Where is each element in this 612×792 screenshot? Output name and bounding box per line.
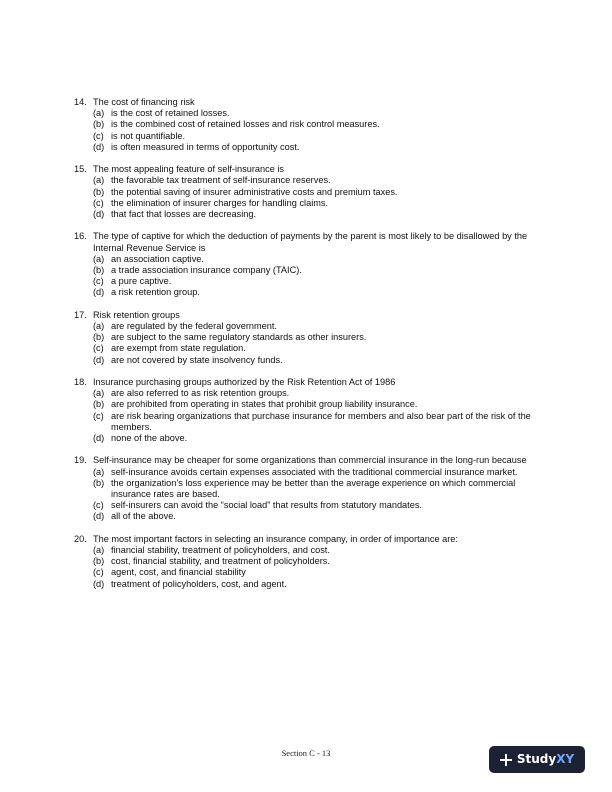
answer-option	[93, 556, 544, 567]
question-item	[74, 534, 544, 590]
answer-option	[93, 175, 544, 186]
option-letter: (a)	[93, 466, 105, 477]
plus-icon	[500, 754, 512, 766]
option-text: are also referred to as risk retention groups.	[111, 388, 290, 399]
answer-option	[93, 343, 544, 354]
option-letter: (c)	[93, 130, 104, 141]
option-letter: (b)	[93, 556, 105, 567]
brand-main: Study	[516, 751, 557, 766]
question-stem	[74, 310, 544, 321]
answer-option	[93, 287, 544, 298]
option-letter: (d)	[93, 578, 105, 589]
answer-option	[93, 142, 544, 153]
answer-option	[93, 187, 544, 198]
option-text: is the combined cost of retained losses and risk control measures.	[111, 119, 380, 130]
question-item	[74, 455, 544, 522]
question-stem	[74, 377, 544, 388]
option-letter: (c)	[93, 276, 104, 287]
question-number: 17.	[74, 309, 87, 320]
question-stem	[74, 97, 544, 108]
option-text: none of the above.	[111, 433, 188, 444]
option-letter: (a)	[93, 253, 105, 264]
option-text: are prohibited from operating in states that prohibit group liability insurance.	[111, 399, 418, 410]
option-letter: (a)	[93, 388, 105, 399]
option-text: is not quantifiable.	[111, 130, 186, 141]
answer-option	[93, 108, 544, 119]
question-number: 20.	[74, 533, 87, 544]
answer-option	[93, 355, 544, 366]
brand-accent: XY	[556, 751, 575, 766]
option-letter: (c)	[93, 500, 104, 511]
answer-option	[93, 545, 544, 556]
option-letter: (b)	[93, 119, 105, 130]
option-letter: (b)	[93, 265, 105, 276]
option-text: self-insurance avoids certain expenses associated with the traditional commercial insurance market.	[111, 466, 518, 477]
option-letter: (b)	[93, 332, 105, 343]
answer-option	[93, 198, 544, 209]
option-letter: (d)	[93, 209, 105, 220]
option-text: the organization’s loss experience may be better than the average experience on which commercial insurance rates are based.	[111, 477, 516, 500]
option-text: the elimination of insurer charges for handling claims.	[111, 197, 329, 208]
question-stem	[74, 164, 544, 175]
answer-option	[93, 399, 544, 410]
answer-option	[93, 321, 544, 332]
question-stem	[74, 534, 544, 545]
question-text: The most important factors in selecting an insurance company, in order of importance are:	[93, 533, 458, 544]
option-text: agent, cost, and financial stability	[111, 567, 246, 578]
answer-option	[93, 254, 544, 265]
answer-option	[93, 276, 544, 287]
question-stem	[74, 231, 544, 253]
option-letter: (c)	[93, 197, 104, 208]
option-text: are not covered by state insolvency funds.	[111, 354, 283, 365]
question-text: Insurance purchasing groups authorized by the Risk Retention Act of 1986	[93, 377, 396, 388]
question-number: 16.	[74, 231, 87, 242]
question-number: 14.	[74, 97, 87, 107]
option-letter: (d)	[93, 141, 105, 152]
option-letter: (d)	[93, 287, 105, 298]
option-letter: (a)	[93, 175, 105, 186]
answer-option	[93, 119, 544, 130]
option-letter: (c)	[93, 567, 104, 578]
option-text: a pure captive.	[111, 276, 172, 287]
question-stem	[74, 455, 544, 466]
option-text: treatment of policyholders, cost, and agent.	[111, 578, 287, 589]
answer-option	[93, 265, 544, 276]
answer-option	[93, 433, 544, 444]
option-text: cost, financial stability, and treatment of policyholders.	[111, 556, 330, 567]
option-letter: (a)	[93, 321, 105, 332]
option-text: the potential saving of insurer administrative costs and premium taxes.	[111, 186, 398, 197]
question-item	[74, 231, 544, 298]
option-letter: (c)	[93, 410, 104, 421]
option-text: that fact that losses are decreasing.	[111, 209, 257, 220]
studyxy-badge[interactable]	[489, 746, 585, 773]
option-text: is often measured in terms of opportunity cost.	[111, 141, 300, 152]
question-list	[74, 97, 544, 601]
answer-option	[93, 131, 544, 142]
question-item	[74, 310, 544, 366]
answer-option	[93, 467, 544, 478]
option-letter: (a)	[93, 545, 105, 556]
option-text: a trade association insurance company (TAIC).	[111, 265, 302, 276]
option-letter: (d)	[93, 354, 105, 365]
page-footer: Section C - 13	[281, 748, 331, 758]
option-text: are subject to the same regulatory standards as other insurers.	[111, 332, 367, 343]
answer-option	[93, 411, 544, 433]
option-letter: (b)	[93, 186, 105, 197]
option-letter: (c)	[93, 343, 104, 354]
option-letter: (b)	[93, 399, 105, 410]
question-text: The type of captive for which the deduction of payments by the parent is most likely to be disallowed by the Internal Revenue Service is	[93, 231, 528, 253]
question-item	[74, 97, 544, 153]
question-item	[74, 164, 544, 220]
option-text: is the cost of retained losses.	[111, 108, 230, 119]
option-text: self-insurers can avoid the “social load” that results from statutory mandates.	[111, 500, 422, 511]
option-text: the favorable tax treatment of self-insurance reserves.	[111, 175, 331, 186]
option-text: financial stability, treatment of policyholders, and cost.	[111, 545, 330, 556]
question-number: 19.	[74, 455, 87, 466]
question-text: Risk retention groups	[93, 309, 180, 320]
answer-option	[93, 579, 544, 590]
answer-option	[93, 388, 544, 399]
option-text: are exempt from state regulation.	[111, 343, 246, 354]
answer-option	[93, 511, 544, 522]
answer-option	[93, 500, 544, 511]
option-text: an association captive.	[111, 253, 204, 264]
question-number: 18.	[74, 377, 87, 388]
option-text: are regulated by the federal government.	[111, 321, 277, 332]
option-text: are risk bearing organizations that purchase insurance for members and also bear part of the risk of the members.	[111, 410, 531, 432]
question-text: Self-insurance may be cheaper for some organizations than commercial insurance in the long-run because	[93, 455, 527, 466]
option-letter: (b)	[93, 477, 105, 488]
question-text: The cost of financing risk	[93, 97, 195, 107]
option-letter: (a)	[93, 108, 105, 119]
option-text: a risk retention group.	[111, 287, 200, 298]
question-item	[74, 377, 544, 444]
answer-option	[93, 478, 544, 500]
option-letter: (d)	[93, 511, 105, 522]
answer-option	[93, 567, 544, 578]
option-letter: (d)	[93, 433, 105, 444]
answer-option	[93, 209, 544, 220]
answer-option	[93, 332, 544, 343]
question-number: 15.	[74, 164, 87, 175]
question-text: The most appealing feature of self-insurance is	[93, 164, 284, 175]
option-text: all of the above.	[111, 511, 176, 522]
